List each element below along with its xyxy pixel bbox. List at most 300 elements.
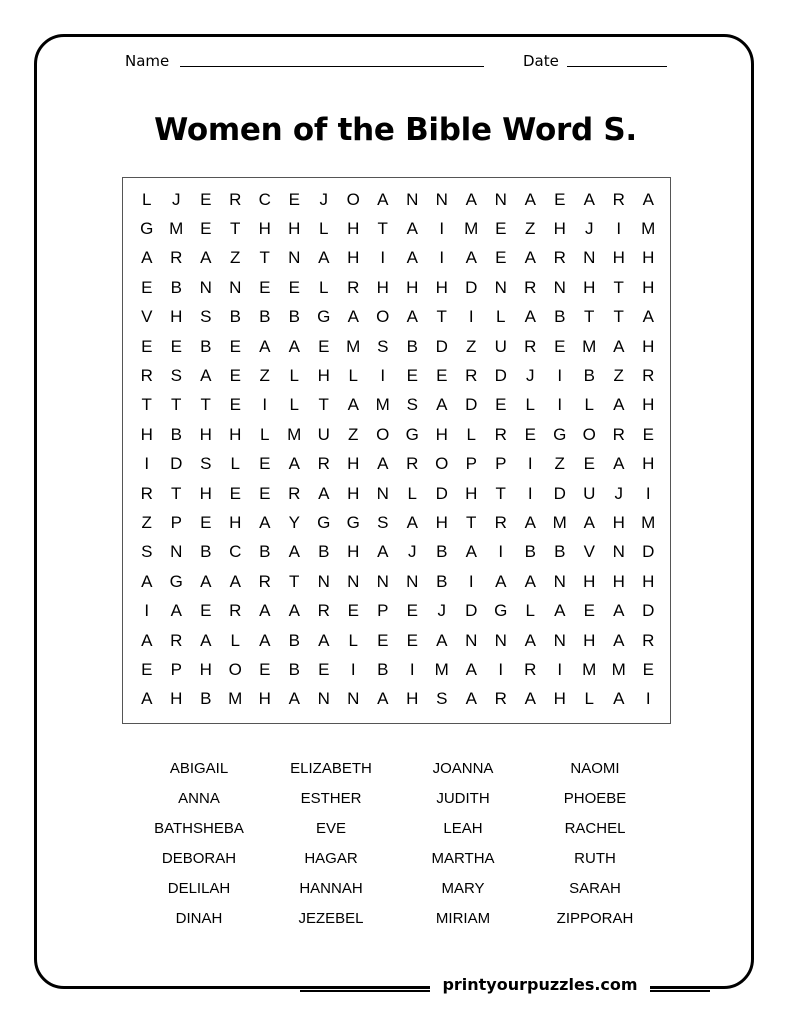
grid-letter: S [200, 454, 212, 474]
grid-letter: N [347, 689, 360, 709]
grid-letter: E [583, 601, 595, 621]
grid-letter: H [612, 512, 625, 532]
grid-row [123, 244, 670, 273]
grid-letter: H [347, 219, 360, 239]
grid-letter: N [229, 277, 242, 297]
grid-letter: I [350, 659, 356, 679]
grid-letter: Z [613, 366, 624, 386]
grid-letter: B [170, 424, 182, 444]
grid-letter: A [170, 601, 182, 621]
grid-letter: A [465, 248, 477, 268]
grid-letter: H [406, 277, 419, 297]
grid-letter: A [524, 512, 536, 532]
grid-letter: B [554, 307, 566, 327]
grid-letter: B [406, 336, 418, 356]
grid-letter: L [348, 630, 358, 650]
grid-letter: E [554, 189, 566, 209]
word-list-item: DELILAH [167, 880, 231, 897]
grid-letter: I [645, 483, 651, 503]
grid-letter: B [259, 307, 271, 327]
grid-letter: B [436, 542, 448, 562]
grid-letter: E [318, 336, 330, 356]
grid-letter: O [346, 189, 360, 209]
word-list-item: NAOMI [570, 760, 620, 777]
grid-letter: A [465, 542, 477, 562]
grid-letter: N [553, 277, 566, 297]
grid-letter: L [230, 454, 240, 474]
date-line [567, 66, 667, 67]
grid-letter: H [347, 248, 360, 268]
grid-letter: P [170, 512, 182, 532]
grid-letter: E [141, 277, 153, 297]
grid-letter: H [347, 454, 360, 474]
grid-letter: P [170, 659, 182, 679]
grid-letter: D [465, 395, 478, 415]
grid-letter: H [288, 219, 301, 239]
grid-letter: N [494, 277, 507, 297]
grid-letter: A [288, 542, 300, 562]
word-list-item: ANNA [178, 790, 220, 807]
grid-letter: L [525, 601, 535, 621]
grid-row [123, 303, 670, 332]
grid-letter: E [200, 219, 212, 239]
grid-letter: A [318, 248, 330, 268]
grid-letter: I [439, 248, 445, 268]
grid-letter: T [613, 307, 624, 327]
grid-letter: O [376, 424, 390, 444]
grid-letter: E [170, 336, 182, 356]
grid-letter: G [346, 512, 360, 532]
word-list-item: HAGAR [304, 850, 358, 867]
grid-letter: R [642, 630, 655, 650]
grid-letter: Y [288, 512, 300, 532]
grid-letter: A [524, 630, 536, 650]
grid-letter: A [524, 689, 536, 709]
grid-letter: A [200, 248, 212, 268]
word-list [133, 758, 661, 938]
grid-letter: B [170, 277, 182, 297]
grid-letter: H [258, 689, 271, 709]
grid-letter: L [525, 395, 535, 415]
grid-letter: E [642, 659, 654, 679]
grid-letter: P [377, 601, 389, 621]
grid-letter: N [612, 542, 625, 562]
grid-letter: E [495, 395, 507, 415]
grid-letter: I [380, 366, 386, 386]
grid-letter: B [583, 366, 595, 386]
grid-letter: R [612, 189, 625, 209]
grid-letter: M [346, 336, 361, 356]
grid-row [123, 332, 670, 361]
grid-letter: R [258, 571, 271, 591]
grid-letter: A [465, 689, 477, 709]
word-list-item: EVE [315, 820, 346, 837]
grid-letter: B [288, 307, 300, 327]
grid-letter: H [583, 571, 596, 591]
grid-letter: H [435, 277, 448, 297]
grid-letter: Z [554, 454, 565, 474]
grid-letter: N [406, 571, 419, 591]
grid-letter: A [436, 630, 448, 650]
grid-letter: N [553, 630, 566, 650]
grid-letter: E [229, 336, 241, 356]
grid-letter: R [140, 366, 153, 386]
grid-letter: R [494, 424, 507, 444]
grid-letter: T [613, 277, 624, 297]
grid-letter: E [259, 483, 271, 503]
grid-letter: M [434, 659, 449, 679]
grid-letter: I [498, 659, 504, 679]
grid-letter: D [435, 483, 448, 503]
grid-letter: M [375, 395, 390, 415]
grid-letter: B [288, 630, 300, 650]
grid-letter: A [259, 336, 271, 356]
grid-letter: E [495, 248, 507, 268]
grid-letter: E [259, 277, 271, 297]
grid-letter: G [140, 219, 154, 239]
grid-letter: R [642, 366, 655, 386]
grid-letter: D [642, 601, 655, 621]
grid-letter: E [406, 366, 418, 386]
grid-row [123, 273, 670, 302]
grid-letter: L [289, 395, 299, 415]
grid-letter: A [583, 512, 595, 532]
grid-letter: H [170, 307, 183, 327]
grid-letter: A [229, 571, 241, 591]
grid-letter: T [495, 483, 506, 503]
grid-letter: A [288, 336, 300, 356]
grid-letter: E [406, 630, 418, 650]
grid-letter: O [582, 424, 596, 444]
grid-letter: N [376, 483, 389, 503]
grid-letter: A [347, 307, 359, 327]
grid-letter: J [408, 542, 417, 562]
grid-letter: Z [230, 248, 241, 268]
grid-letter: H [140, 424, 153, 444]
grid-letter: H [583, 630, 596, 650]
grid-letter: E [200, 512, 212, 532]
grid-letter: A [465, 189, 477, 209]
grid-letter: H [553, 689, 566, 709]
grid-letter: I [380, 248, 386, 268]
grid-letter: H [612, 248, 625, 268]
grid-row [123, 361, 670, 390]
grid-letter: L [407, 483, 417, 503]
grid-letter: U [583, 483, 596, 503]
grid-letter: R [347, 277, 360, 297]
grid-letter: B [524, 542, 536, 562]
grid-letter: I [616, 219, 622, 239]
grid-letter: D [494, 366, 507, 386]
grid-letter: A [377, 542, 389, 562]
grid-letter: P [495, 454, 507, 474]
grid-letter: B [554, 542, 566, 562]
grid-letter: E [200, 601, 212, 621]
grid-letter: T [289, 571, 300, 591]
grid-letter: A [613, 336, 625, 356]
grid-row [123, 626, 670, 655]
grid-letter: R [229, 189, 242, 209]
grid-letter: D [465, 277, 478, 297]
grid-row [123, 479, 670, 508]
grid-letter: G [494, 601, 508, 621]
grid-letter: T [259, 248, 270, 268]
grid-letter: Z [466, 336, 477, 356]
grid-letter: A [377, 189, 389, 209]
grid-letter: L [496, 307, 506, 327]
grid-letter: L [289, 366, 299, 386]
grid-letter: M [552, 512, 567, 532]
grid-letter: R [406, 454, 419, 474]
grid-letter: I [468, 571, 474, 591]
grid-letter: A [200, 366, 212, 386]
grid-letter: M [641, 512, 656, 532]
grid-letter: I [262, 395, 268, 415]
grid-letter: A [583, 189, 595, 209]
grid-letter: Z [259, 366, 270, 386]
grid-letter: B [200, 542, 212, 562]
grid-letter: L [260, 424, 270, 444]
grid-row [123, 185, 670, 214]
grid-letter: A [259, 512, 271, 532]
grid-letter: B [259, 542, 271, 562]
puzzle-title: Women of the Bible Word S. [154, 112, 637, 148]
grid-letter: D [642, 542, 655, 562]
name-label: Name [125, 52, 170, 70]
grid-letter: A [613, 454, 625, 474]
grid-letter: T [436, 307, 447, 327]
grid-letter: N [465, 630, 478, 650]
grid-letter: E [554, 336, 566, 356]
word-list-item: PHOEBE [563, 790, 627, 807]
grid-letter: J [172, 189, 181, 209]
grid-letter: L [584, 689, 594, 709]
word-list-item: LEAH [443, 820, 483, 837]
grid-letter: M [228, 689, 243, 709]
grid-letter: A [377, 454, 389, 474]
grid-letter: H [553, 219, 566, 239]
grid-letter: H [465, 483, 478, 503]
grid-letter: I [439, 219, 445, 239]
grid-letter: I [557, 366, 563, 386]
grid-letter: A [259, 630, 271, 650]
grid-letter: A [524, 189, 536, 209]
grid-letter: D [435, 336, 448, 356]
grid-letter: H [642, 248, 655, 268]
grid-letter: H [376, 277, 389, 297]
grid-letter: A [642, 189, 654, 209]
grid-letter: E [141, 336, 153, 356]
grid-letter: M [641, 219, 656, 239]
grid-letter: P [465, 454, 477, 474]
grid-letter: A [406, 307, 418, 327]
grid-letter: H [583, 277, 596, 297]
grid-letter: N [553, 571, 566, 591]
word-list-item: MARTHA [431, 850, 495, 867]
grid-letter: S [377, 336, 389, 356]
grid-letter: D [465, 601, 478, 621]
word-list-item: ESTHER [300, 790, 362, 807]
grid-letter: Z [348, 424, 359, 444]
grid-letter: H [199, 424, 212, 444]
grid-letter: R [140, 483, 153, 503]
grid-letter: L [230, 630, 240, 650]
grid-letter: J [585, 219, 594, 239]
grid-letter: T [230, 219, 241, 239]
word-list-item: BATHSHEBA [154, 820, 244, 837]
grid-row [123, 685, 670, 714]
grid-letter: R [524, 659, 537, 679]
grid-letter: T [584, 307, 595, 327]
grid-letter: H [199, 659, 212, 679]
grid-letter: L [348, 366, 358, 386]
grid-letter: L [319, 219, 329, 239]
grid-letter: H [406, 689, 419, 709]
grid-letter: E [347, 601, 359, 621]
grid-letter: I [557, 659, 563, 679]
grid-letter: B [288, 659, 300, 679]
grid-letter: B [318, 542, 330, 562]
word-list-item: ZIPPORAH [556, 910, 634, 927]
grid-letter: M [611, 659, 626, 679]
grid-letter: I [527, 454, 533, 474]
grid-letter: B [436, 571, 448, 591]
word-list-item: MARY [441, 880, 485, 897]
grid-letter: N [347, 571, 360, 591]
grid-letter: O [376, 307, 390, 327]
grid-letter: R [465, 366, 478, 386]
grid-letter: A [141, 689, 153, 709]
grid-letter: J [437, 601, 446, 621]
grid-letter: E [259, 659, 271, 679]
grid-letter: S [170, 366, 182, 386]
word-list-item: JEZEBEL [298, 910, 364, 927]
grid-letter: Z [141, 512, 152, 532]
grid-letter: H [347, 542, 360, 562]
grid-letter: B [200, 336, 212, 356]
grid-letter: H [199, 483, 212, 503]
grid-row [123, 450, 670, 479]
grid-letter: S [141, 542, 153, 562]
grid-letter: A [347, 395, 359, 415]
grid-letter: E [141, 659, 153, 679]
grid-letter: L [142, 189, 152, 209]
grid-letter: H [642, 336, 655, 356]
grid-row [123, 538, 670, 567]
grid-letter: E [583, 454, 595, 474]
word-list-item: SARAH [569, 880, 621, 897]
grid-letter: A [465, 659, 477, 679]
grid-letter: G [169, 571, 183, 591]
grid-letter: A [406, 219, 418, 239]
grid-letter: S [200, 307, 212, 327]
grid-letter: R [317, 454, 330, 474]
grid-letter: V [583, 542, 595, 562]
grid-letter: N [288, 248, 301, 268]
grid-letter: R [317, 601, 330, 621]
grid-letter: E [524, 424, 536, 444]
grid-letter: J [319, 189, 328, 209]
grid-letter: E [436, 366, 448, 386]
grid-letter: N [435, 189, 448, 209]
grid-letter: N [494, 189, 507, 209]
grid-letter: H [347, 483, 360, 503]
word-list-item: HANNAH [299, 880, 363, 897]
grid-letter: R [553, 248, 566, 268]
grid-letter: V [141, 307, 153, 327]
grid-letter: R [170, 248, 183, 268]
grid-letter: A [141, 571, 153, 591]
grid-letter: A [288, 454, 300, 474]
date-label: Date [523, 52, 559, 70]
grid-letter: E [495, 219, 507, 239]
grid-letter: T [141, 395, 152, 415]
grid-letter: R [494, 689, 507, 709]
grid-letter: E [200, 189, 212, 209]
grid-letter: G [553, 424, 567, 444]
grid-row [123, 655, 670, 684]
grid-letter: A [318, 630, 330, 650]
grid-letter: B [200, 689, 212, 709]
grid-letter: I [645, 689, 651, 709]
grid-letter: E [406, 601, 418, 621]
grid-letter: H [642, 277, 655, 297]
grid-letter: A [524, 571, 536, 591]
grid-letter: H [258, 219, 271, 239]
grid-letter: G [317, 512, 331, 532]
grid-letter: A [318, 483, 330, 503]
grid-letter: M [582, 659, 597, 679]
grid-letter: S [436, 689, 448, 709]
grid-row [123, 420, 670, 449]
grid-letter: A [495, 571, 507, 591]
word-list-item: RUTH [574, 850, 616, 867]
grid-letter: T [171, 395, 182, 415]
footer-rule-right [650, 990, 710, 992]
grid-letter: M [287, 424, 302, 444]
grid-letter: N [199, 277, 212, 297]
grid-letter: J [526, 366, 535, 386]
grid-letter: H [642, 454, 655, 474]
footer-rule-left [300, 990, 430, 992]
grid-letter: H [170, 689, 183, 709]
grid-letter: R [524, 336, 537, 356]
grid-letter: I [498, 542, 504, 562]
grid-letter: E [377, 630, 389, 650]
grid-letter: B [377, 659, 389, 679]
grid-row [123, 391, 670, 420]
grid-letter: U [317, 424, 330, 444]
word-list-item: JOANNA [432, 760, 494, 777]
grid-letter: R [288, 483, 301, 503]
grid-letter: T [318, 395, 329, 415]
grid-letter: A [141, 630, 153, 650]
grid-letter: A [288, 689, 300, 709]
grid-letter: A [406, 512, 418, 532]
grid-letter: N [317, 571, 330, 591]
grid-letter: H [435, 424, 448, 444]
grid-letter: A [613, 601, 625, 621]
grid-letter: H [229, 424, 242, 444]
grid-letter: A [642, 307, 654, 327]
grid-letter: R [494, 512, 507, 532]
word-list-item: JUDITH [436, 790, 490, 807]
grid-letter: A [524, 307, 536, 327]
grid-letter: L [584, 395, 594, 415]
grid-letter: A [200, 571, 212, 591]
grid-letter: N [170, 542, 183, 562]
footer-site: printyourpuzzles.com [430, 975, 650, 994]
